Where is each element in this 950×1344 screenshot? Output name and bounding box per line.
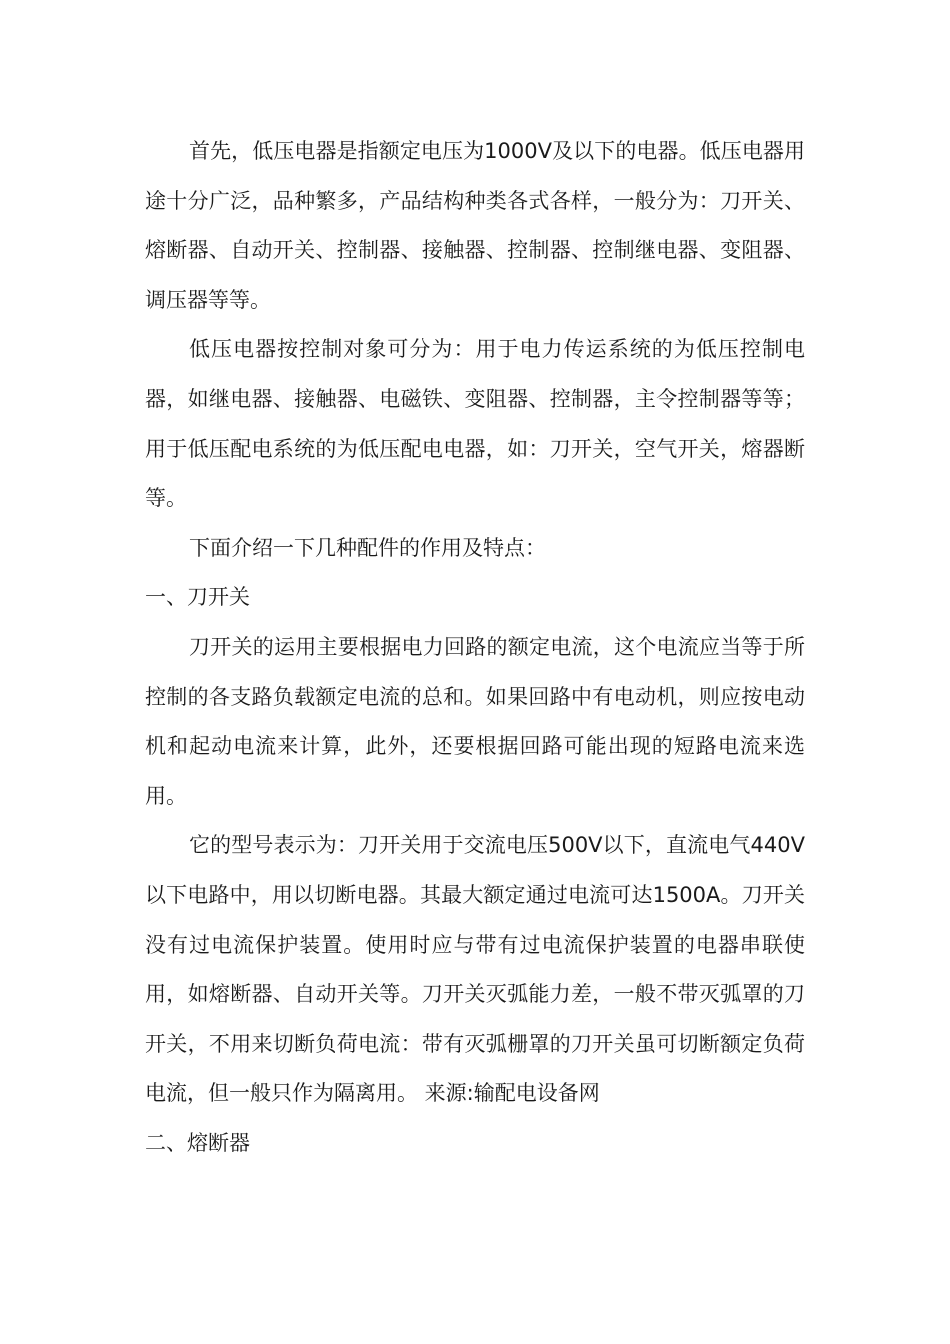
paragraph-overview: 下面介绍一下几种配件的作用及特点： — [189, 535, 546, 560]
paragraph-knife-switch-usage: 刀开关的运用主要根据电力回路的额定电流，这个电流应当等于所控制的各支路负载额定电流的总和。如果回路中有电动机，则应按电动机和起动电流来计算，此外，还要根据回路可能出现的短路电流来选用。 — [145, 634, 805, 808]
section-heading-knife-switch: 一、刀开关 — [145, 585, 250, 610]
document-body — [145, 127, 805, 1168]
section-heading-fuse: 二、熔断器 — [145, 1130, 250, 1155]
paragraph-classification: 低压电器按控制对象可分为：用于电力传运系统的为低压控制电器，如继电器、接触器、电磁铁、变阻器、控制器，主令控制器等等；用于低压配电系统的为低压配电电器，如：刀开关，空气开关，熔器断等。 — [145, 337, 805, 511]
paragraph-knife-switch-model: 它的型号表示为：刀开关用于交流电压500V以下，直流电气440V以下电路中，用以切断电器。其最大额定通过电流可达1500A。刀开关没有过电流保护装置。使用时应与带有过电流保护装置的电器串联使用，如熔断器、自动开关等。刀开关灭弧能力差，一般不带灭弧罩的刀开关，不用来切断负荷电流：带有灭弧栅罩的刀开关虽可切断额定负荷电流，但一般只作为隔离用。 来源:输配电设备网 — [145, 833, 805, 1106]
paragraph-intro: 首先，低压电器是指额定电压为1000V及以下的电器。低压电器用途十分广泛，品种繁多，产品结构种类各式各样，一般分为：刀开关、熔断器、自动开关、控制器、接触器、控制器、控制继电器、变阻器、调压器等等。 — [145, 139, 805, 312]
